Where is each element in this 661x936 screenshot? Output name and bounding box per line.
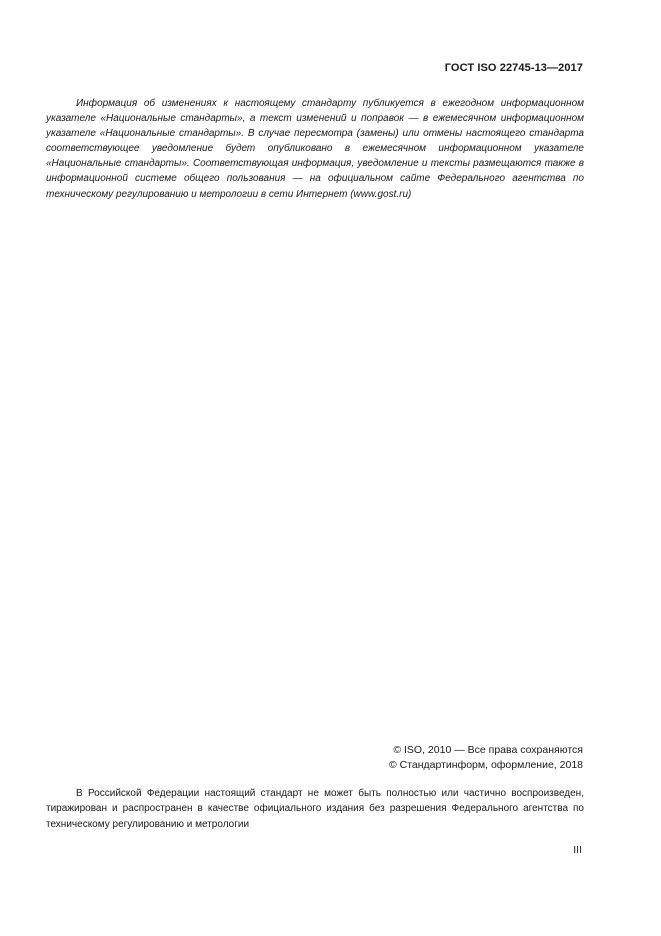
publication-info-paragraph: Информация об изменениях к настоящему стандарту публикуется в ежегодном информационном указателе «Национальные стандарты», а текст изменений и поправок — в ежемесячном информационном указателе «Национальные стандарты». В случае пересмотра (замены) или отмены настоящего стандарта соответствующее уведомление будет опубликовано в ежемесячном информационном указателе «Национальные стандарты». Соответствующая информация, уведомление и тексты размещаются также в информационной системе общего пользования — на официальном сайте Федерального агентства по техническому регулированию и метрологии в сети Интернет (www.gost.ru) bbox=[46, 98, 584, 200]
standard-code-header: ГОСТ ISO 22745-13—2017 bbox=[444, 62, 583, 74]
copyright-block bbox=[389, 743, 583, 773]
iso-copyright-line: © ISO, 2010 — Все права сохраняются bbox=[393, 744, 583, 756]
publisher-copyright-line: © Стандартинформ, оформление, 2018 bbox=[388, 759, 583, 771]
page-number: III bbox=[573, 844, 582, 856]
reproduction-rights-paragraph: В Российской Федерации настоящий стандарт не может быть полностью или частично воспроизведен, тиражирован и распространен в качестве официального издания без разрешения Федерального агентства по техническому регулированию и метрологии bbox=[46, 788, 584, 830]
